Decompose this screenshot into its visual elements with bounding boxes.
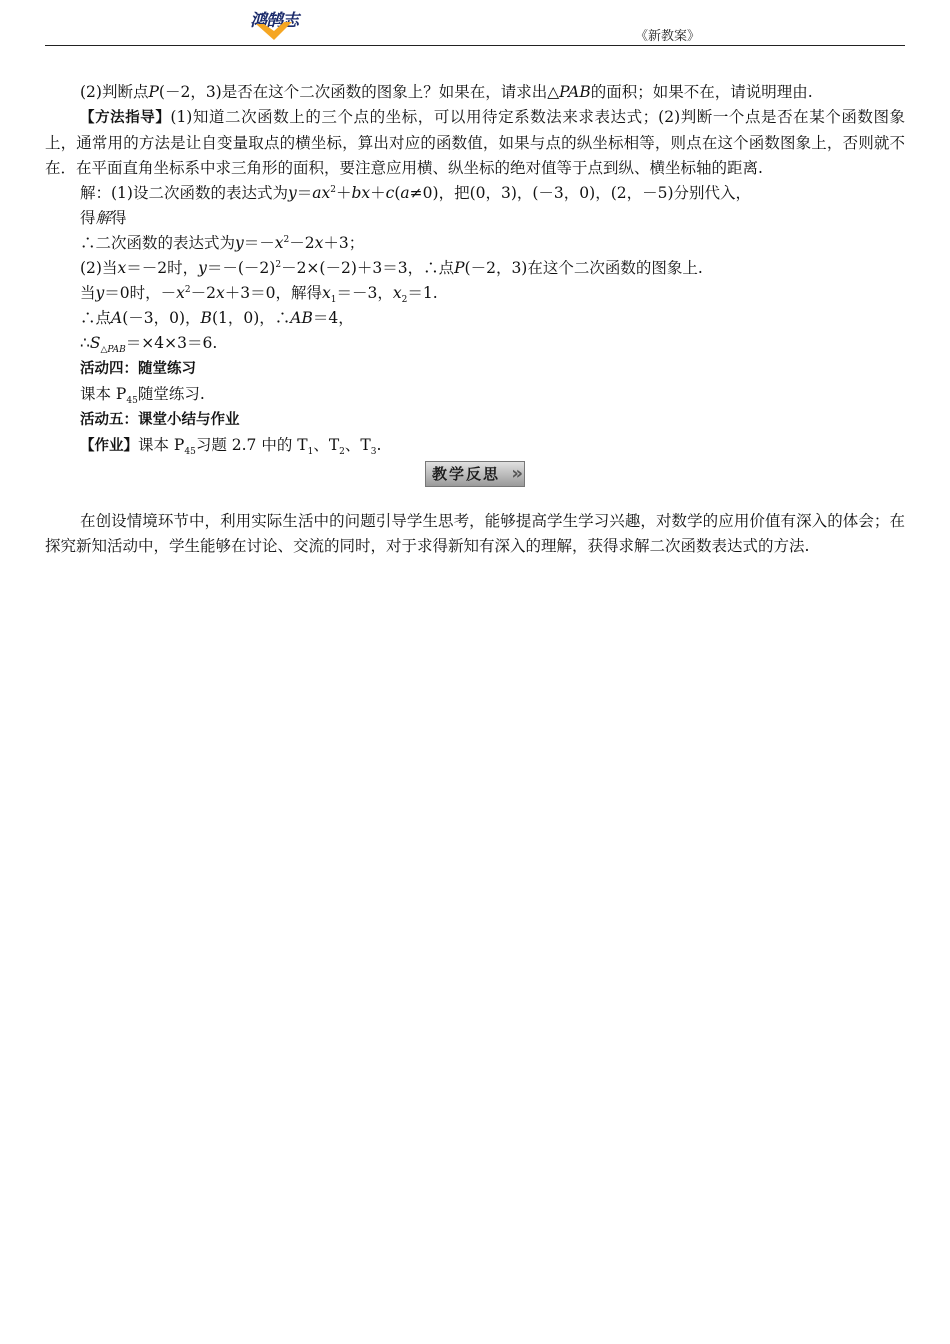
- logo: [248, 6, 328, 44]
- solution-line-7: $\therefore S_{\triangle PAB}=\times 4\times 3=6$.: [80, 334, 218, 356]
- logo-chevron-icon: [254, 20, 294, 44]
- reflection-text: 在创设情境环节中，利用实际生活中的问题引导学生思考，能够提高学生学习兴趣，对数学的应用价值有深入的体会；在探究新知活动中，学生能够在讨论、交流的同时，对于求得新知有深入的理解，获得求解二次函数表达式的方法.: [45, 512, 905, 555]
- solution-line-2: 得解得: [80, 209, 127, 227]
- reflection-banner: [425, 461, 525, 487]
- method-title: 【方法指导】: [80, 110, 171, 126]
- solution-line-6: ∴点A(－3，0)，B(1，0)，∴AB＝4，: [80, 309, 354, 327]
- reflection-banner-wrap: [45, 459, 905, 501]
- activity-4-title: 活动四：随堂练习: [80, 361, 196, 377]
- doc-label: 《新教案》: [635, 29, 701, 44]
- solution-line-3: ∴二次函数的表达式为$y=-x^2-2x+3$；: [80, 234, 365, 252]
- document-body: [45, 80, 905, 559]
- question-2: (2)判断点P(－2，3)是否在这个二次函数的图象上？如果在，请求出△PAB的面积；如果不在，请说明理由.: [80, 83, 813, 101]
- homework: 【作业】课本 $P_{45}$习题 2.7 中的 $T_1$、$T_2$、$T_3$.: [80, 436, 382, 458]
- solution-line-1: 解：(1)设二次函数的表达式为$y=ax^2+bx+c(a\ne 0)$，把(0，3)，(－3，0)，(2，－5)分别代入，: [80, 184, 752, 202]
- double-chevron-icon: »: [511, 463, 523, 484]
- method-guide: 【方法指导】(1)知道二次函数上的三个点的坐标，可以用待定系数法来求表达式；(2)判断一个点是否在某个函数图象上，通常用的方法是让自变量取点的横坐标，算出对应的函数值，如果与点的纵坐标相等，则点在这个函数图象上，否则就不在．在平面直角坐标系中求三角形的面积，要注意应用横、纵坐标的绝对值等于点到纵、横坐标轴的距离.: [45, 108, 906, 177]
- activity-5-title: 活动五：课堂小结与作业: [80, 412, 240, 428]
- solution-line-4: (2)当x＝－2时，$y=-(-2)^2-2\times(-2)+3=3$，∴点P(－2，3)在这个二次函数的图象上.: [80, 259, 703, 277]
- page-header: [45, 0, 905, 46]
- homework-title: 【作业】: [80, 438, 138, 454]
- activity-4-text: 课本 $P_{45}$随堂练习.: [80, 385, 205, 407]
- logo-text: 鸿鹄志: [250, 11, 298, 31]
- solution-line-5: 当y＝0时，$-x^2-2x+3=0$，解得$x_1=-3$，$x_2=1$.: [80, 284, 438, 306]
- reflection-banner-label: 教学反思: [425, 461, 525, 487]
